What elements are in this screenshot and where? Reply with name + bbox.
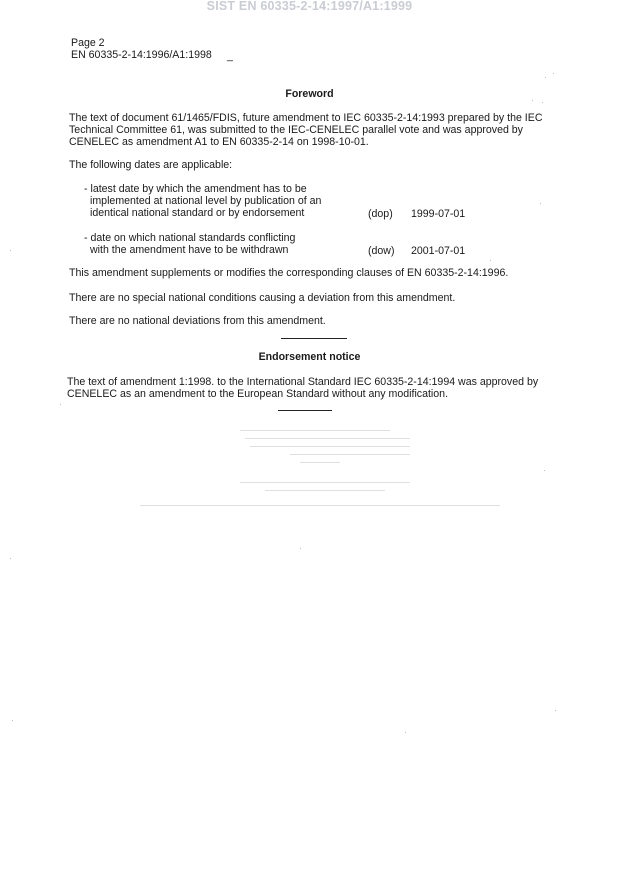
endorsement-line-1: The text of amendment 1:1998. to the International Standard IEC 60335-2-14:1994 was approved by [67, 376, 539, 388]
watermark-title: SIST EN 60335-2-14:1997/A1:1999 [206, 0, 413, 13]
foreword-intro-line-2: Technical Committee 61, was submitted to the IEC-CENELEC parallel vote and was approved by [69, 124, 523, 136]
dow-date: 2001-07-01 [411, 245, 466, 257]
foreword-heading: Foreword [285, 88, 334, 100]
dop-code: (dop) [368, 208, 393, 220]
end-divider [278, 410, 332, 411]
national-deviations-text: There are no national deviations from this amendment. [69, 315, 326, 327]
foreword-intro-line-1: The text of document 61/1465/FDIS, future amendment to IEC 60335-2-14:1993 prepared by the IEC [69, 112, 543, 124]
dow-line-2: with the amendment have to be withdrawn [90, 244, 289, 256]
dop-line-2: implemented at national level by publication of an [90, 195, 322, 207]
page-number: Page 2 [71, 37, 105, 49]
supplement-text: This amendment supplements or modifies the corresponding clauses of EN 60335-2-14:1996. [69, 267, 509, 279]
dop-line-3: identical national standard or by endorsement [90, 207, 305, 219]
section-divider [281, 338, 347, 339]
dow-line-1: - date on which national standards conflicting [84, 232, 296, 244]
special-conditions-text: There are no special national conditions causing a deviation from this amendment. [69, 292, 456, 304]
endorsement-line-2: CENELEC as an amendment to the European Standard without any modification. [67, 388, 449, 400]
dow-code: (dow) [368, 245, 395, 257]
document-id: EN 60335-2-14:1996/A1:1998 [71, 49, 212, 61]
dates-intro: The following dates are applicable: [69, 159, 233, 171]
foreword-intro-line-3: CENELEC as amendment A1 to EN 60335-2-14 on 1998-10-01. [69, 136, 369, 148]
dop-date: 1999-07-01 [411, 208, 466, 220]
endorsement-heading: Endorsement notice [258, 351, 361, 363]
header-mark: _ [227, 50, 233, 62]
dop-line-1: - latest date by which the amendment has to be [84, 183, 307, 195]
